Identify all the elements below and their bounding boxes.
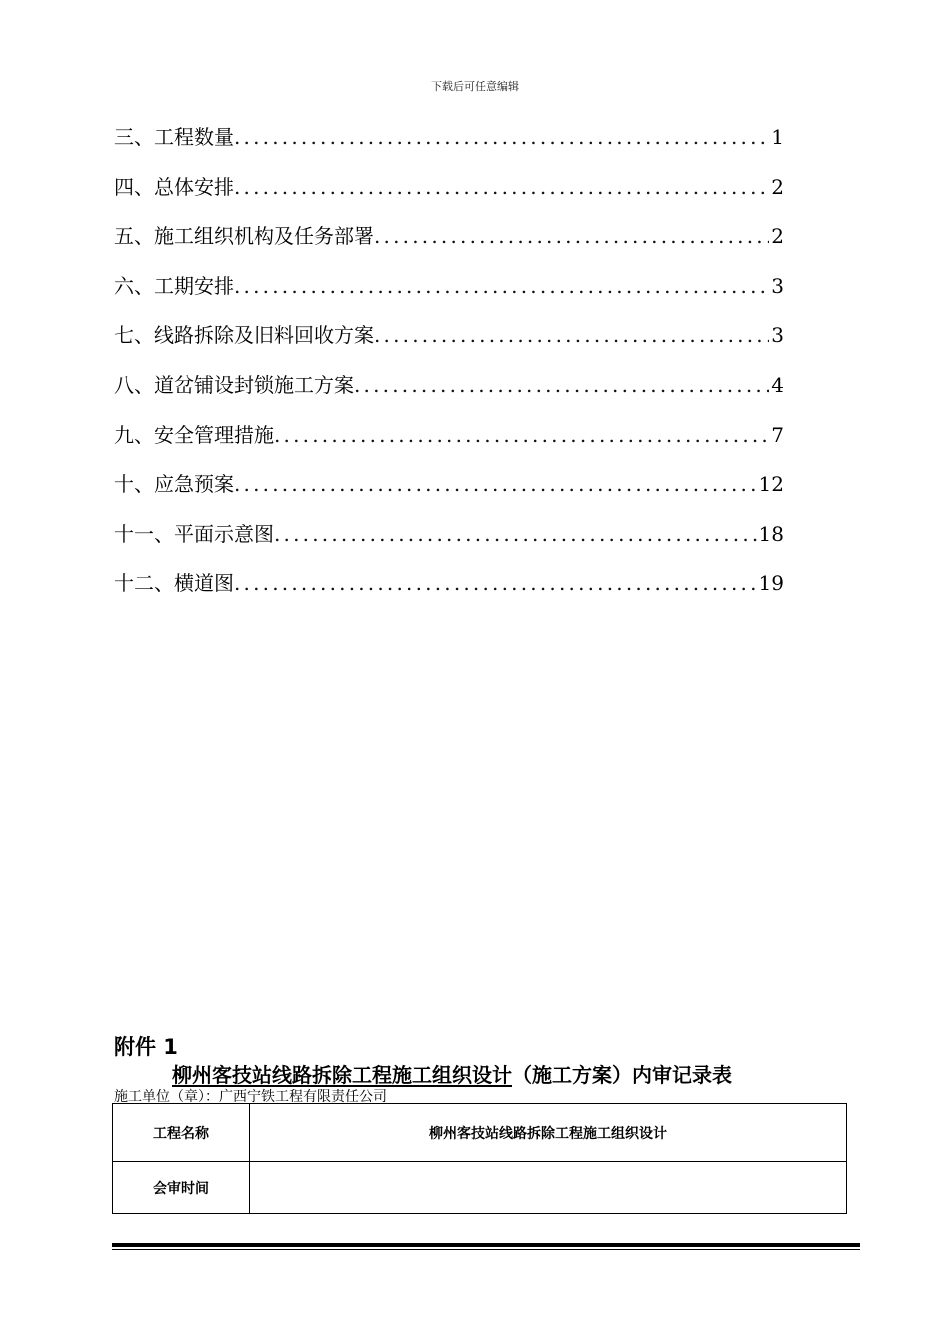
toc-leader bbox=[234, 566, 757, 600]
review-record-table bbox=[112, 1103, 847, 1214]
toc-entry-page: 7 bbox=[771, 422, 784, 447]
toc-entry-title: 九、安全管理措施 bbox=[114, 422, 274, 447]
toc-entry[interactable] bbox=[114, 368, 784, 418]
toc-entry-page: 19 bbox=[758, 571, 784, 596]
toc-entry-page: 2 bbox=[771, 174, 784, 199]
toc-entry-title: 三、工程数量 bbox=[114, 125, 234, 149]
table-of-contents bbox=[114, 120, 784, 616]
form-title bbox=[172, 1059, 732, 1088]
toc-leader bbox=[234, 170, 769, 204]
toc-entry-page: 18 bbox=[758, 521, 784, 546]
toc-entry[interactable] bbox=[114, 566, 784, 616]
toc-entry-title: 五、施工组织机构及任务部署 bbox=[114, 224, 374, 249]
review-time-label: 会审时间 bbox=[113, 1162, 250, 1214]
toc-entry-page: 3 bbox=[771, 273, 784, 298]
toc-entry-page: 2 bbox=[771, 224, 784, 249]
toc-entry[interactable] bbox=[114, 219, 784, 269]
construction-unit-line: 施工单位（章）：广西宁铁工程有限责任公司 bbox=[114, 1089, 387, 1105]
toc-entry-page: 1 bbox=[771, 125, 784, 149]
toc-leader bbox=[234, 467, 757, 501]
header-note: 下载后可任意编辑 bbox=[431, 80, 519, 93]
toc-entry[interactable] bbox=[114, 120, 784, 170]
project-name-value[interactable]: 柳州客技站线路拆除工程施工组织设计 bbox=[250, 1104, 847, 1162]
toc-leader bbox=[354, 368, 769, 402]
toc-entry[interactable] bbox=[114, 467, 784, 517]
toc-entry-page: 12 bbox=[758, 472, 784, 497]
project-name-label: 工程名称 bbox=[113, 1104, 250, 1162]
review-time-value[interactable] bbox=[250, 1162, 847, 1214]
toc-entry-title: 八、道岔铺设封锁施工方案 bbox=[114, 372, 354, 397]
toc-leader bbox=[234, 269, 769, 303]
form-title-underlined: 柳州客技站线路拆除工程施工组织设计 bbox=[172, 1063, 512, 1087]
table-row bbox=[113, 1162, 847, 1214]
table-row bbox=[113, 1104, 847, 1162]
footer-rule-thick bbox=[112, 1243, 860, 1247]
toc-leader bbox=[374, 219, 769, 253]
toc-entry-title: 六、工期安排 bbox=[114, 273, 234, 298]
toc-entry[interactable] bbox=[114, 418, 784, 468]
toc-entry-page: 3 bbox=[771, 323, 784, 348]
toc-entry[interactable] bbox=[114, 170, 784, 220]
toc-entry[interactable] bbox=[114, 318, 784, 368]
footer-rule-thin bbox=[112, 1249, 860, 1250]
attachment-label: 附件 1 bbox=[114, 1035, 178, 1059]
toc-entry-title: 四、总体安排 bbox=[114, 174, 234, 199]
toc-entry-title: 十一、平面示意图 bbox=[114, 521, 274, 546]
toc-entry-title: 十、应急预案 bbox=[114, 472, 234, 497]
toc-leader bbox=[374, 318, 769, 352]
form-title-rest: （施工方案）内审记录表 bbox=[512, 1063, 732, 1087]
toc-leader bbox=[274, 418, 769, 452]
toc-entry[interactable] bbox=[114, 269, 784, 319]
toc-leader bbox=[274, 517, 757, 551]
toc-entry-page: 4 bbox=[771, 372, 784, 397]
toc-leader bbox=[234, 120, 769, 154]
toc-entry[interactable] bbox=[114, 517, 784, 567]
toc-entry-title: 七、线路拆除及旧料回收方案 bbox=[114, 323, 374, 348]
toc-entry-title: 十二、横道图 bbox=[114, 571, 234, 596]
